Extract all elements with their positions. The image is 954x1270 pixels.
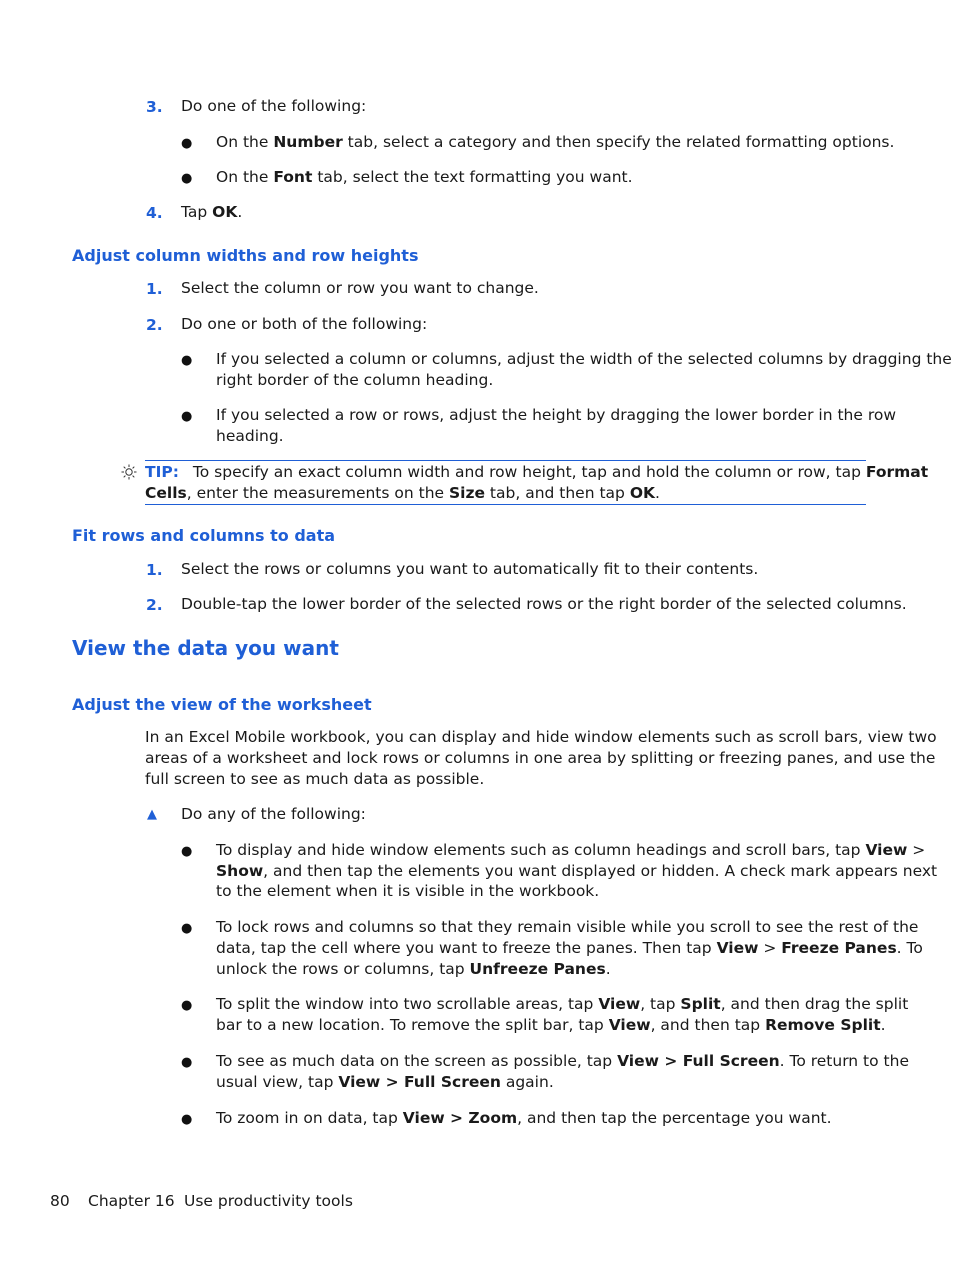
- paragraph-line: full screen to see as much data as possible.: [145, 770, 485, 788]
- bullet-text-line: to the element when it is visible in the workbook.: [216, 882, 600, 900]
- bullet-text-line: To split the window into two scrollable areas, tap View, tap Split, and then drag the split: [216, 995, 909, 1013]
- section-heading: Adjust column widths and row heights: [72, 246, 419, 265]
- section-heading: Adjust the view of the worksheet: [72, 695, 372, 714]
- step-number: 1.: [146, 280, 163, 298]
- bullet-icon: ●: [181, 136, 193, 151]
- tip-bottom-rule: [145, 504, 866, 505]
- step-number: 2.: [146, 316, 163, 334]
- bullet-icon: ●: [181, 353, 193, 368]
- bullet-icon: ●: [181, 844, 193, 859]
- paragraph-line: areas of a worksheet and lock rows or columns in one area by splitting or freezing panes, and use the: [145, 749, 936, 767]
- step-text: Do one or both of the following:: [181, 315, 428, 333]
- step-text: Select the rows or columns you want to automatically fit to their contents.: [181, 560, 759, 578]
- bullet-text-line: To see as much data on the screen as possible, tap View > Full Screen. To return to the: [216, 1052, 909, 1070]
- bullet-text-line: To lock rows and columns so that they remain visible while you scroll to see the rest of the: [216, 918, 919, 936]
- bullet-text-line: usual view, tap View > Full Screen again.: [216, 1073, 554, 1091]
- bullet-text-line: right border of the column heading.: [216, 371, 494, 389]
- step-number: 2.: [146, 596, 163, 614]
- footer-title: Use productivity tools: [184, 1192, 353, 1210]
- bullet-icon: ●: [181, 171, 193, 186]
- tip-line-1: TIP: To specify an exact column width and row height, tap and hold the column or row, tap Format: [145, 463, 929, 481]
- step-number: 1.: [146, 561, 163, 579]
- triangle-icon: ▲: [147, 807, 157, 822]
- bullet-text-line: data, tap the cell where you want to freeze the panes. Then tap View > Freeze Panes. To: [216, 939, 923, 957]
- bullet-text-line: If you selected a column or columns, adjust the width of the selected columns by dragging the: [216, 350, 952, 368]
- bullet-icon: ●: [181, 1055, 193, 1070]
- step-text: Tap OK.: [181, 203, 243, 221]
- bullet-text-line: Show, and then tap the elements you want displayed or hidden. A check mark appears next: [216, 862, 938, 880]
- paragraph-line: In an Excel Mobile workbook, you can display and hide window elements such as scroll bars, view two: [145, 728, 937, 746]
- bullet-text: On the Number tab, select a category and then specify the related formatting options.: [216, 133, 895, 151]
- tip-line-2: Cells, enter the measurements on the Size tab, and then tap OK.: [145, 484, 660, 502]
- bullet-text-line: To display and hide window elements such as column headings and scroll bars, tap View >: [216, 841, 926, 859]
- bullet-text-line: bar to a new location. To remove the split bar, tap View, and then tap Remove Split.: [216, 1016, 886, 1034]
- tip-label: TIP:: [145, 463, 179, 481]
- bullet-text: On the Font tab, select the text formatting you want.: [216, 168, 633, 186]
- page-heading: View the data you want: [72, 636, 339, 660]
- step-number: 3.: [146, 98, 163, 116]
- bullet-icon: ●: [181, 409, 193, 424]
- bullet-text-line: heading.: [216, 427, 284, 445]
- bullet-text-line: unlock the rows or columns, tap Unfreeze Panes.: [216, 960, 611, 978]
- bullet-text-line: To zoom in on data, tap View > Zoom, and then tap the percentage you want.: [216, 1109, 832, 1127]
- bullet-text-line: If you selected a row or rows, adjust the height by dragging the lower border in the row: [216, 406, 897, 424]
- step-text: Double-tap the lower border of the selected rows or the right border of the selected columns.: [181, 595, 907, 613]
- bullet-icon: ●: [181, 921, 193, 936]
- bullet-icon: ●: [181, 1112, 193, 1127]
- tip-top-rule: [145, 460, 866, 461]
- step-text: Select the column or row you want to change.: [181, 279, 539, 297]
- step-number: 4.: [146, 204, 163, 222]
- lightbulb-icon: [121, 464, 137, 480]
- footer-chapter: Chapter 16: [88, 1192, 175, 1210]
- page-number: 80: [50, 1192, 70, 1210]
- section-heading: Fit rows and columns to data: [72, 526, 336, 545]
- bullet-icon: ●: [181, 998, 193, 1013]
- step-text: Do any of the following:: [181, 805, 366, 823]
- step-text: Do one of the following:: [181, 97, 367, 115]
